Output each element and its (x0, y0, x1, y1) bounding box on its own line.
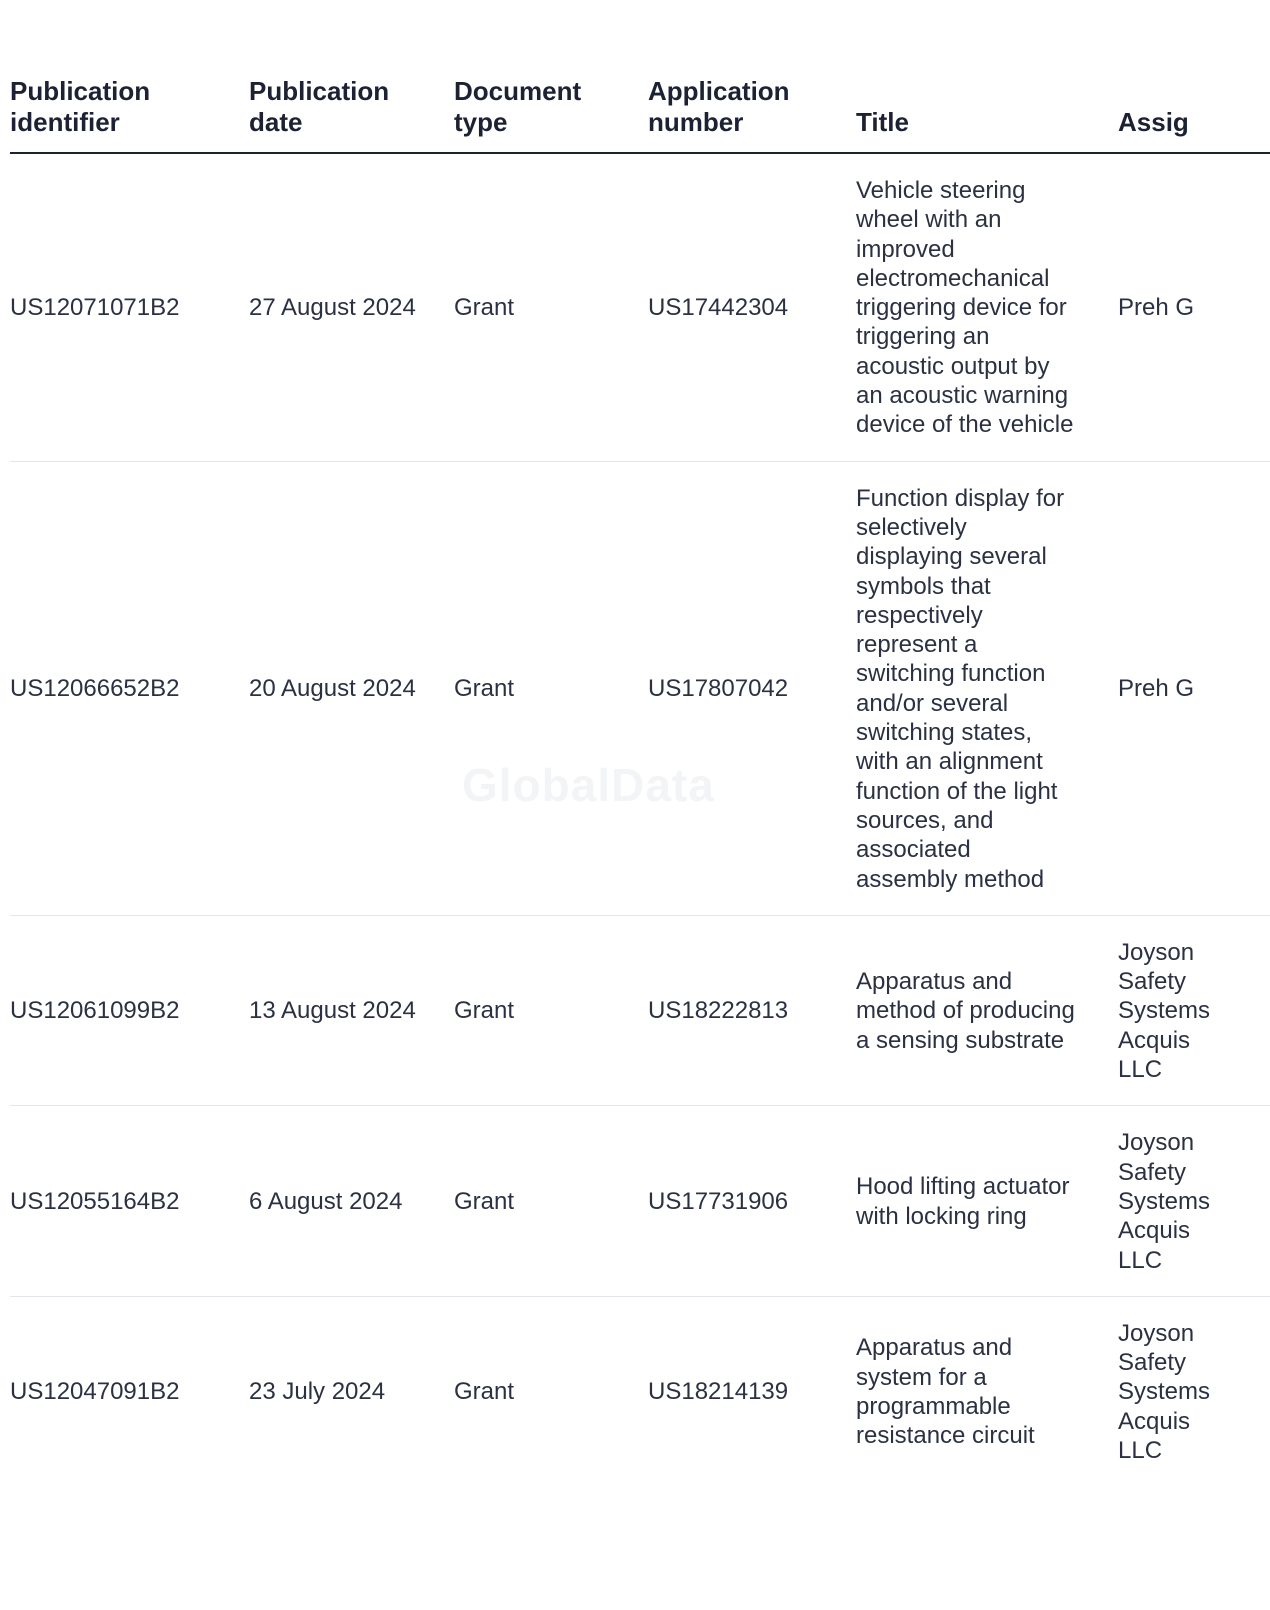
header-application-number[interactable]: Application number (648, 76, 856, 153)
header-assignee[interactable]: Assig (1118, 76, 1270, 153)
cell-document-type: Grant (454, 915, 648, 1105)
header-title[interactable]: Title (856, 76, 1118, 153)
cell-assignee: Preh G (1118, 153, 1270, 461)
cell-title: Apparatus and system for a programmable resistance circuit (856, 1334, 1035, 1450)
cell-assignee: Joyson Safety Systems Acquis LLC (1118, 1106, 1270, 1296)
table-row (10, 461, 1270, 915)
cell-assignee: Joyson Safety Systems Acquis LLC (1118, 915, 1270, 1105)
table-header-row (10, 76, 1270, 153)
cell-application-number: US17731906 (648, 1106, 856, 1296)
cell-title: Hood lifting actuator with locking ring (856, 1106, 1118, 1296)
cell-publication-identifier: US12055164B2 (10, 1106, 249, 1296)
cell-publication-identifier: US12061099B2 (10, 915, 249, 1105)
cell-application-number: US17807042 (648, 461, 856, 915)
patents-table-container (10, 76, 1211, 1486)
cell-title: Vehicle steering wheel with an improved electromechanical triggering device for triggering an acoustic output by an acoustic warning device of the vehicle (856, 153, 1118, 461)
cell-publication-date: 13 August 2024 (249, 915, 454, 1105)
header-publication-identifier[interactable]: Publication identifier (10, 76, 249, 153)
header-publication-date[interactable]: Publication date (249, 76, 454, 153)
header-document-type[interactable]: Document type (454, 76, 648, 153)
cell-publication-identifier: US12066652B2 (10, 461, 249, 915)
cell-title: Function display for selectively displaying several symbols that respectively represent a switching function and/or several switching states, with an alignment function of the light sources, and associated assembly method (856, 461, 1118, 915)
table-body (10, 153, 1270, 1486)
cell-publication-date: 27 August 2024 (249, 153, 454, 461)
cell-publication-date: 20 August 2024 (249, 461, 454, 915)
cell-publication-identifier: US12047091B2 (10, 1378, 180, 1406)
cell-title: Apparatus and method of producing a sensing substrate (856, 915, 1118, 1105)
cell-assignee: Preh G (1118, 461, 1270, 915)
table-row (10, 1106, 1270, 1296)
cell-application-number: US18222813 (648, 915, 856, 1105)
cell-document-type: Grant (454, 461, 648, 915)
table-row (10, 153, 1270, 461)
cell-publication-date: 6 August 2024 (249, 1106, 454, 1296)
patents-table (10, 76, 1270, 1486)
watermark: GlobalData (462, 759, 715, 811)
cell-document-type: Grant (454, 153, 648, 461)
table-row (10, 915, 1270, 1105)
cell-application-number: US17442304 (648, 153, 856, 461)
cell-application-number: US18214139 (648, 1378, 789, 1406)
cell-document-type: Grant (454, 1378, 515, 1406)
cell-document-type: Grant (454, 1106, 648, 1296)
table-row (10, 1296, 1270, 1486)
cell-publication-date: 23 July 2024 (249, 1378, 386, 1406)
cell-publication-identifier: US12071071B2 (10, 153, 249, 461)
cell-assignee: Joyson Safety Systems Acquis LLC (1118, 1319, 1211, 1464)
